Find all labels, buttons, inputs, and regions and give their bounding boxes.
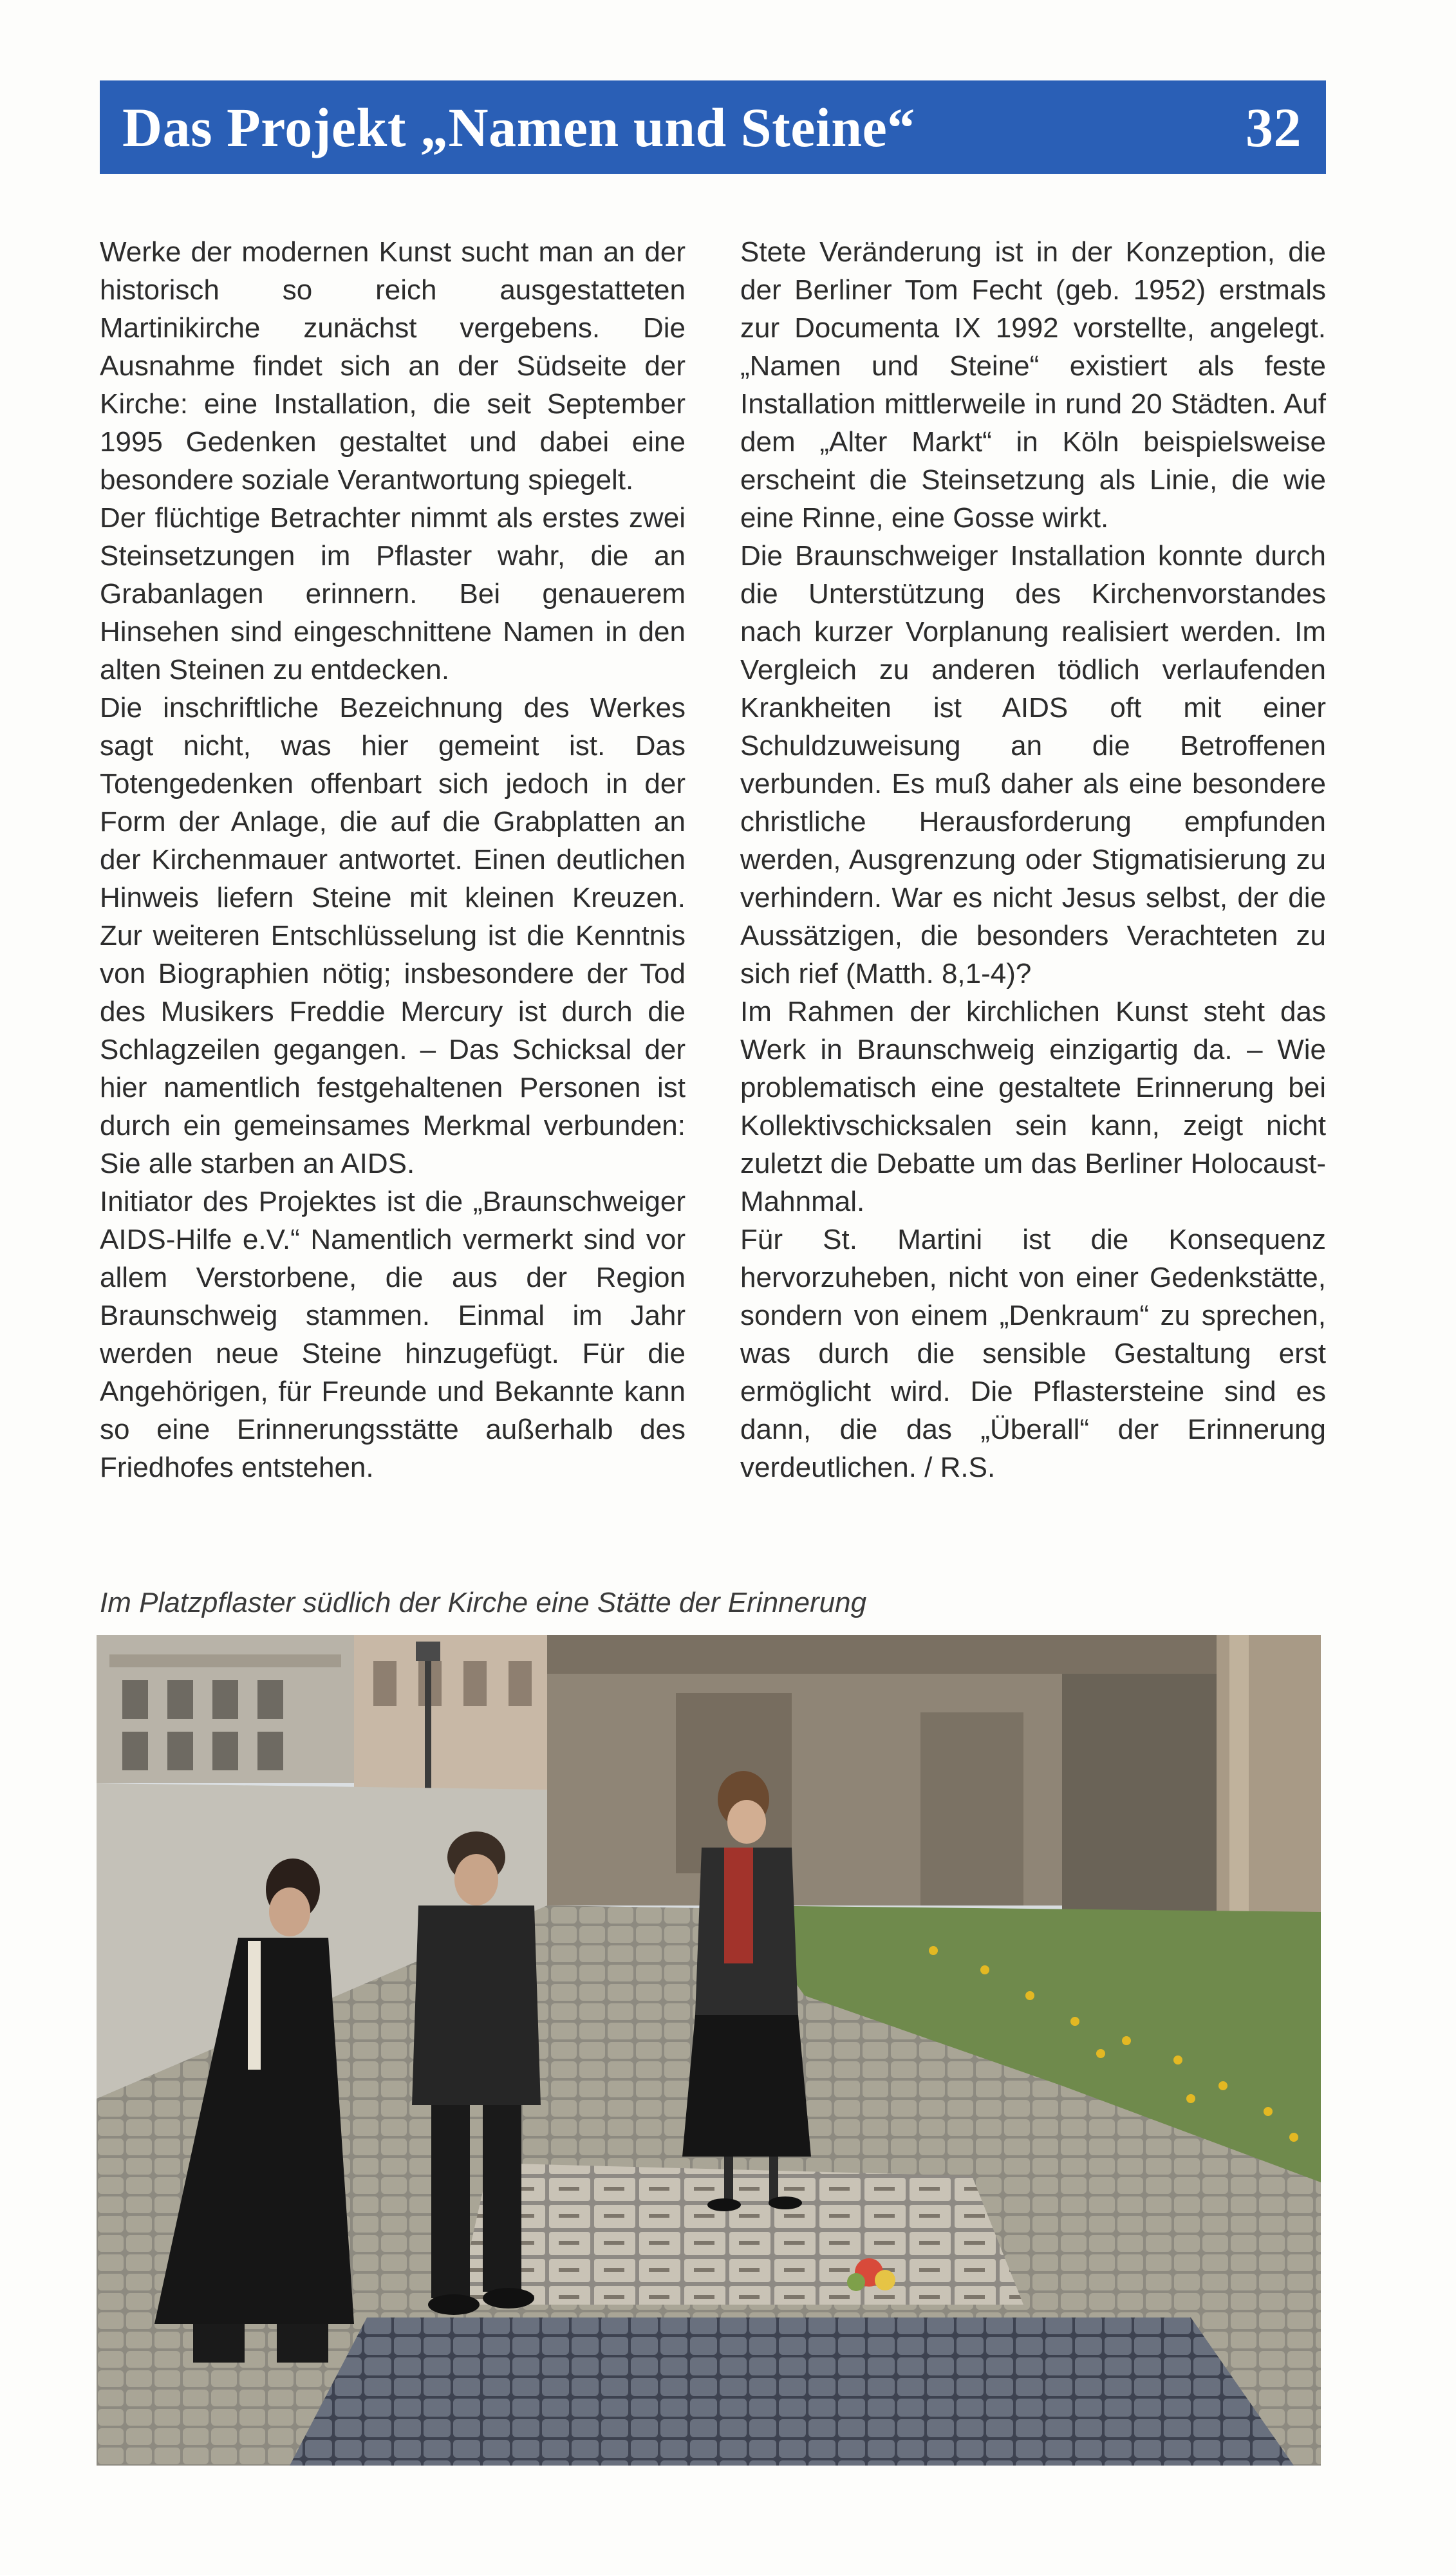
paragraph: Für St. Martini ist die Konsequenz hervorzuheben, nicht von einer Gedenkstätte, sondern von einem „Denkraum“ zu sprechen, was durch die sensible Gestaltung erst ermöglicht wird. Die Pflastersteine sind es dann, die das „Überall“ der Erinnerung verdeutlichen. / R.S. <box>740 1224 1326 1483</box>
column-right <box>740 233 1326 1508</box>
page-title: Das Projekt „Namen und Steine“ <box>122 96 915 158</box>
page-number: 32 <box>1246 96 1302 158</box>
paragraph: Initiator des Projektes ist die „Braunschweiger AIDS-Hilfe e.V.“ Namentlich vermerkt sind vor allem Verstorbene, die aus der Region Braunschweig stammen. Einmal im Jahr werden neue Steine hinzugefügt. Für die Angehörigen, für Freunde und Bekannte kann so eine Erinnerungsstätte außerhalb des Friedhofes entstehen. <box>100 1186 686 1483</box>
photo-caption: Im Platzpflaster südlich der Kirche eine Stätte der Erinnerung <box>100 1587 867 1618</box>
article-body <box>100 233 1326 1508</box>
header-bar <box>100 80 1326 174</box>
photo <box>97 1635 1321 2466</box>
paragraph: Die inschriftliche Bezeichnung des Werkes sagt nicht, was hier gemeint ist. Das Totengedenken offenbart sich jedoch in der Form der Anlage, die auf die Grabplatten an der Kirchenmauer antwortet. Einen deutlichen Hinweis liefern Steine mit kleinen Kreuzen. Zur weiteren Entschlüsselung ist die Kenntnis von Biographien nötig; insbesondere der Tod des Musikers Freddie Mercury ist durch die Schlagzeilen gegangen. – Das Schicksal der hier namentlich festgehaltenen Personen ist durch ein gemeinsames Merkmal verbunden: Sie alle starben an AIDS. <box>100 692 686 1179</box>
photo-illustration <box>97 1635 1321 2466</box>
paragraph: Die Braunschweiger Installation konnte durch die Unterstützung des Kirchenvorstandes nach kurzer Vorplanung realisiert werden. Im Vergleich zu anderen tödlich verlaufenden Krankheiten ist AIDS oft mit einer Schuldzuweisung an die Betroffenen verbunden. Es muß daher als eine besondere christliche Herausforderung empfunden werden, Ausgrenzung oder Stigmatisierung zu verhindern. War es nicht Jesus selbst, der die Aussätzigen, die besonders Verachteten zu sich rief (Matth. 8,1-4)? <box>740 540 1326 989</box>
paragraph: Der flüchtige Betrachter nimmt als erstes zwei Steinsetzungen im Pflaster wahr, die an Grabanlagen erinnern. Bei genauerem Hinsehen sind eingeschnittene Namen in den alten Steinen zu entdecken. <box>100 502 686 686</box>
paragraph: Stete Veränderung ist in der Konzeption, die der Berliner Tom Fecht (geb. 1952) erstmals zur Documenta IX 1992 vorstellte, angelegt. „Namen und Steine“ existiert als feste Installation mittlerweile in rund 20 Städten. Auf dem „Alter Markt“ in Köln beispielsweise erscheint die Steinsetzung als Linie, die wie eine Rinne, eine Gosse wirkt. <box>740 236 1326 534</box>
column-left <box>100 233 686 1508</box>
paragraph: Im Rahmen der kirchlichen Kunst steht das Werk in Braunschweig einzigartig da. – Wie problematisch eine gestaltete Erinnerung bei Kollektivschicksalen sein kann, zeigt nicht zuletzt die Debatte um das Berliner Holocaust-Mahnmal. <box>740 996 1326 1217</box>
paragraph: Werke der modernen Kunst sucht man an der historisch so reich ausgestatteten Martinikirche zunächst vergebens. Die Ausnahme findet sich an der Südseite der Kirche: eine Installation, die seit September 1995 Gedenken gestaltet und dabei eine besondere soziale Verantwortung spiegelt. <box>100 236 686 496</box>
